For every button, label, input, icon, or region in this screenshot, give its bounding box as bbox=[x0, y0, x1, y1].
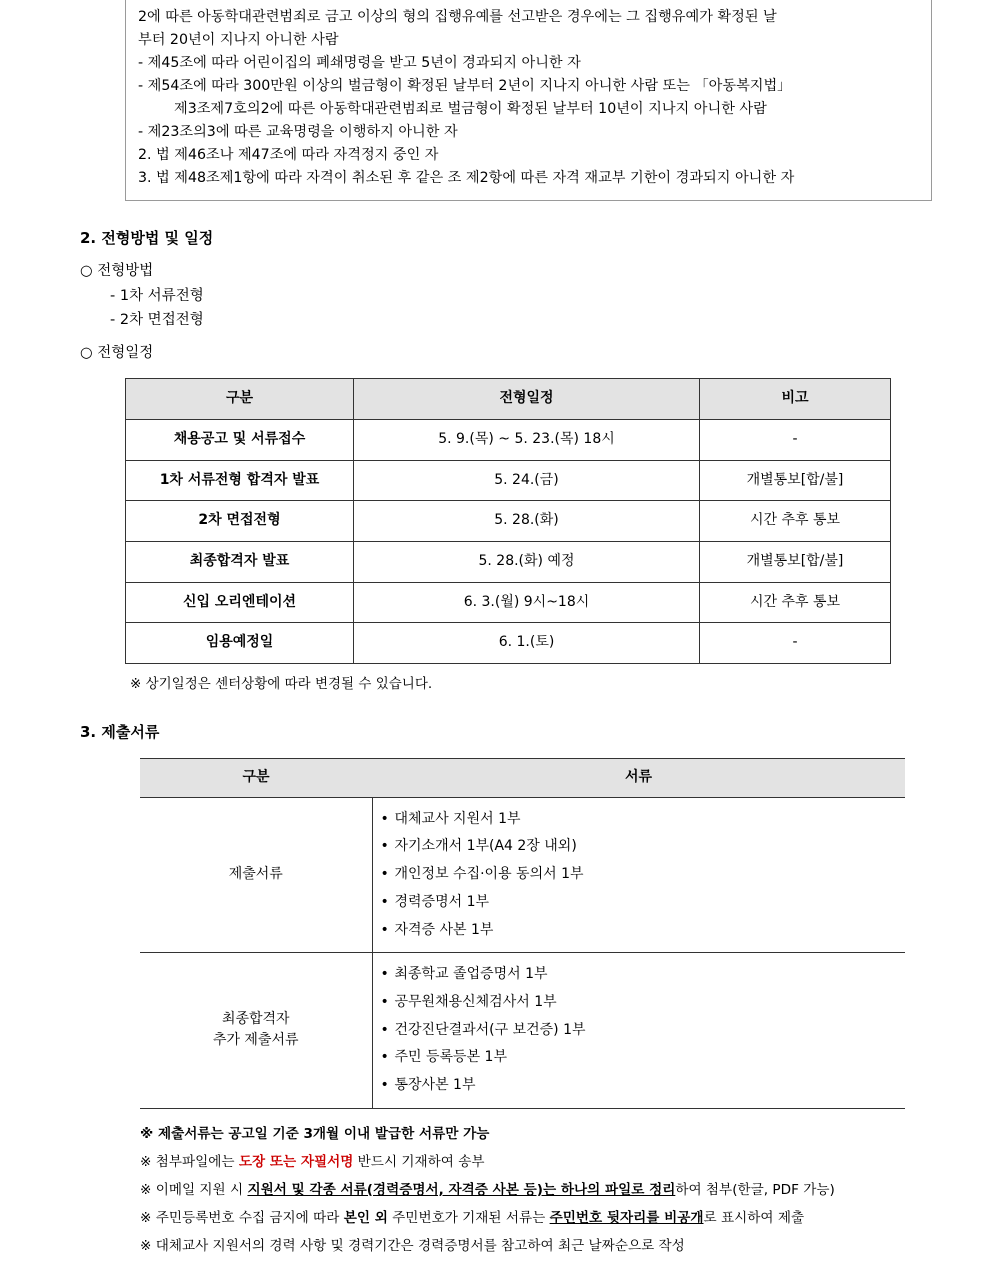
footnote-part: ※ 이메일 지원 시 bbox=[140, 1181, 248, 1198]
footnote-3 bbox=[140, 1179, 952, 1201]
footnote-part-highlight: 도장 또는 자필서명 bbox=[238, 1153, 354, 1170]
footnote-part: 반드시 기재하여 송부 bbox=[353, 1153, 485, 1170]
document-list-cell bbox=[372, 953, 905, 1108]
clause-box bbox=[125, 0, 932, 201]
list-item: • 건강진단결과서(구 보건증) 1부 bbox=[379, 1017, 900, 1045]
footnote-part-emphasis: 지원서 및 각종 서류(경력증명서, 자격증 사본 등)는 하나의 파일로 정리 bbox=[247, 1181, 676, 1198]
list-item: • 자격증 사본 1부 bbox=[379, 917, 900, 945]
footnote-part: 주민번호가 기재된 서류는 bbox=[387, 1209, 550, 1226]
schedule-table bbox=[125, 378, 891, 664]
schedule-category: 1차 서류전형 합격자 발표 bbox=[126, 460, 354, 501]
clause-line: 부터 20년이 지나지 아니한 사람 bbox=[138, 32, 339, 48]
table-row bbox=[126, 501, 891, 542]
document-category-line: 추가 제출서류 bbox=[212, 1032, 299, 1049]
list-item: • 최종학교 졸업증명서 1부 bbox=[379, 961, 900, 989]
schedule-date: 5. 28.(화) bbox=[354, 501, 700, 542]
document-category: 제출서류 bbox=[140, 797, 372, 952]
selection-method-label: ○ 전형방법 bbox=[80, 263, 154, 280]
list-item: • 자기소개서 1부(A4 2장 내외) bbox=[379, 833, 900, 861]
document-category-line: 최종합격자 bbox=[221, 1010, 290, 1027]
selection-schedule-label: ○ 전형일정 bbox=[80, 344, 154, 361]
schedule-date: 6. 3.(월) 9시~18시 bbox=[354, 582, 700, 623]
schedule-remark: 개별통보[합/불] bbox=[700, 541, 891, 582]
clause-line: 2에 따른 아동학대관련범죄로 금고 이상의 형의 집행유예를 선고받은 경우에는 그 집행유예가 확정된 날 bbox=[138, 9, 777, 25]
footnote-4 bbox=[140, 1207, 952, 1229]
document-list bbox=[379, 961, 900, 1099]
table-row bbox=[126, 541, 891, 582]
footnote-2 bbox=[140, 1151, 952, 1173]
selection-method-item: - 2차 면접전형 bbox=[110, 312, 204, 329]
list-item: • 통장사본 1부 bbox=[379, 1072, 900, 1100]
schedule-category: 2차 면접전형 bbox=[126, 501, 354, 542]
schedule-remark: - bbox=[700, 623, 891, 664]
list-item: • 경력증명서 1부 bbox=[379, 889, 900, 917]
section-heading-selection: 2. 전형방법 및 일정 bbox=[80, 229, 214, 247]
document-list-cell bbox=[372, 797, 905, 952]
schedule-category: 채용공고 및 서류접수 bbox=[126, 419, 354, 460]
clause-line: 제3조제7호의2에 따른 아동학대관련범죄로 벌금형이 확정된 날부터 10년이 지나지 아니한 사람 bbox=[174, 101, 767, 117]
clause-line: - 제54조에 따라 300만원 이상의 벌금형이 확정된 날부터 2년이 지나지 아니한 사람 또는 「아동복지법」 bbox=[138, 78, 792, 94]
table-row bbox=[140, 953, 905, 1108]
schedule-category: 최종합격자 발표 bbox=[126, 541, 354, 582]
clause-line: - 제23조의3에 따른 교육명령을 이행하지 아니한 자 bbox=[138, 124, 458, 140]
table-row bbox=[126, 582, 891, 623]
footnote-part-emphasis: 주민번호 뒷자리를 비공개 bbox=[549, 1209, 704, 1226]
schedule-date: 5. 28.(화) 예정 bbox=[354, 541, 700, 582]
footnote-part: ※ 대체교사 지원서의 경력 사항 및 경력기간은 경력증명서를 참고하여 최근 날짜순으로 작성 bbox=[140, 1237, 685, 1254]
section-heading-documents: 3. 제출서류 bbox=[80, 722, 160, 741]
footnote-part: 제출서류는 공고일 기준 3개월 이내 발급한 서류만 가능 bbox=[157, 1125, 490, 1142]
schedule-date: 5. 9.(목) ~ 5. 23.(목) 18시 bbox=[354, 419, 700, 460]
schedule-remark: 시간 추후 통보 bbox=[700, 582, 891, 623]
schedule-note: ※ 상기일정은 센터상황에 따라 변경될 수 있습니다. bbox=[130, 675, 433, 692]
column-header-category: 구분 bbox=[126, 379, 354, 420]
column-header-remark: 비고 bbox=[700, 379, 891, 420]
schedule-remark: 개별통보[합/불] bbox=[700, 460, 891, 501]
table-header-row bbox=[126, 379, 891, 420]
footnote-5 bbox=[140, 1235, 952, 1257]
table-header-row bbox=[140, 759, 905, 798]
footnote-part: 하여 첨부(한글, PDF 가능) bbox=[675, 1181, 835, 1198]
footnote-part: ※ 첨부파일에는 bbox=[140, 1153, 239, 1170]
footnote-part: 본인 외 bbox=[343, 1209, 388, 1226]
footnote-part: ※ 주민등록번호 수집 금지에 따라 bbox=[140, 1209, 344, 1226]
schedule-remark: 시간 추후 통보 bbox=[700, 501, 891, 542]
footnote-1 bbox=[140, 1123, 952, 1145]
column-header-documents: 서류 bbox=[372, 759, 905, 798]
schedule-category: 임용예정일 bbox=[126, 623, 354, 664]
table-row bbox=[126, 460, 891, 501]
selection-method-item: - 1차 서류전형 bbox=[110, 287, 204, 304]
column-header-schedule: 전형일정 bbox=[354, 379, 700, 420]
clause-line: 3. 법 제48조제1항에 따라 자격이 취소된 후 같은 조 제2항에 따른 자격 재교부 기한이 경과되지 아니한 자 bbox=[138, 170, 795, 186]
list-item: • 공무원채용신체검사서 1부 bbox=[379, 989, 900, 1017]
schedule-category: 신입 오리엔테이션 bbox=[126, 582, 354, 623]
list-item: • 대체교사 지원서 1부 bbox=[379, 806, 900, 834]
footnote-part: ※ bbox=[140, 1125, 158, 1142]
footnote-part: 로 표시하여 제출 bbox=[703, 1209, 805, 1226]
list-item: • 주민 등록등본 1부 bbox=[379, 1044, 900, 1072]
table-row bbox=[140, 797, 905, 952]
document-list bbox=[379, 806, 900, 944]
list-item: • 개인정보 수집·이용 동의서 1부 bbox=[379, 861, 900, 889]
documents-table bbox=[140, 758, 905, 1109]
schedule-date: 5. 24.(금) bbox=[354, 460, 700, 501]
table-row bbox=[126, 623, 891, 664]
schedule-remark: - bbox=[700, 419, 891, 460]
schedule-date: 6. 1.(토) bbox=[354, 623, 700, 664]
clause-line: - 제45조에 따라 어린이집의 폐쇄명령을 받고 5년이 경과되지 아니한 자 bbox=[138, 55, 581, 71]
clause-line: 2. 법 제46조나 제47조에 따라 자격정지 중인 자 bbox=[138, 147, 439, 163]
document-category bbox=[140, 953, 372, 1108]
column-header-category: 구분 bbox=[140, 759, 372, 798]
table-row bbox=[126, 419, 891, 460]
